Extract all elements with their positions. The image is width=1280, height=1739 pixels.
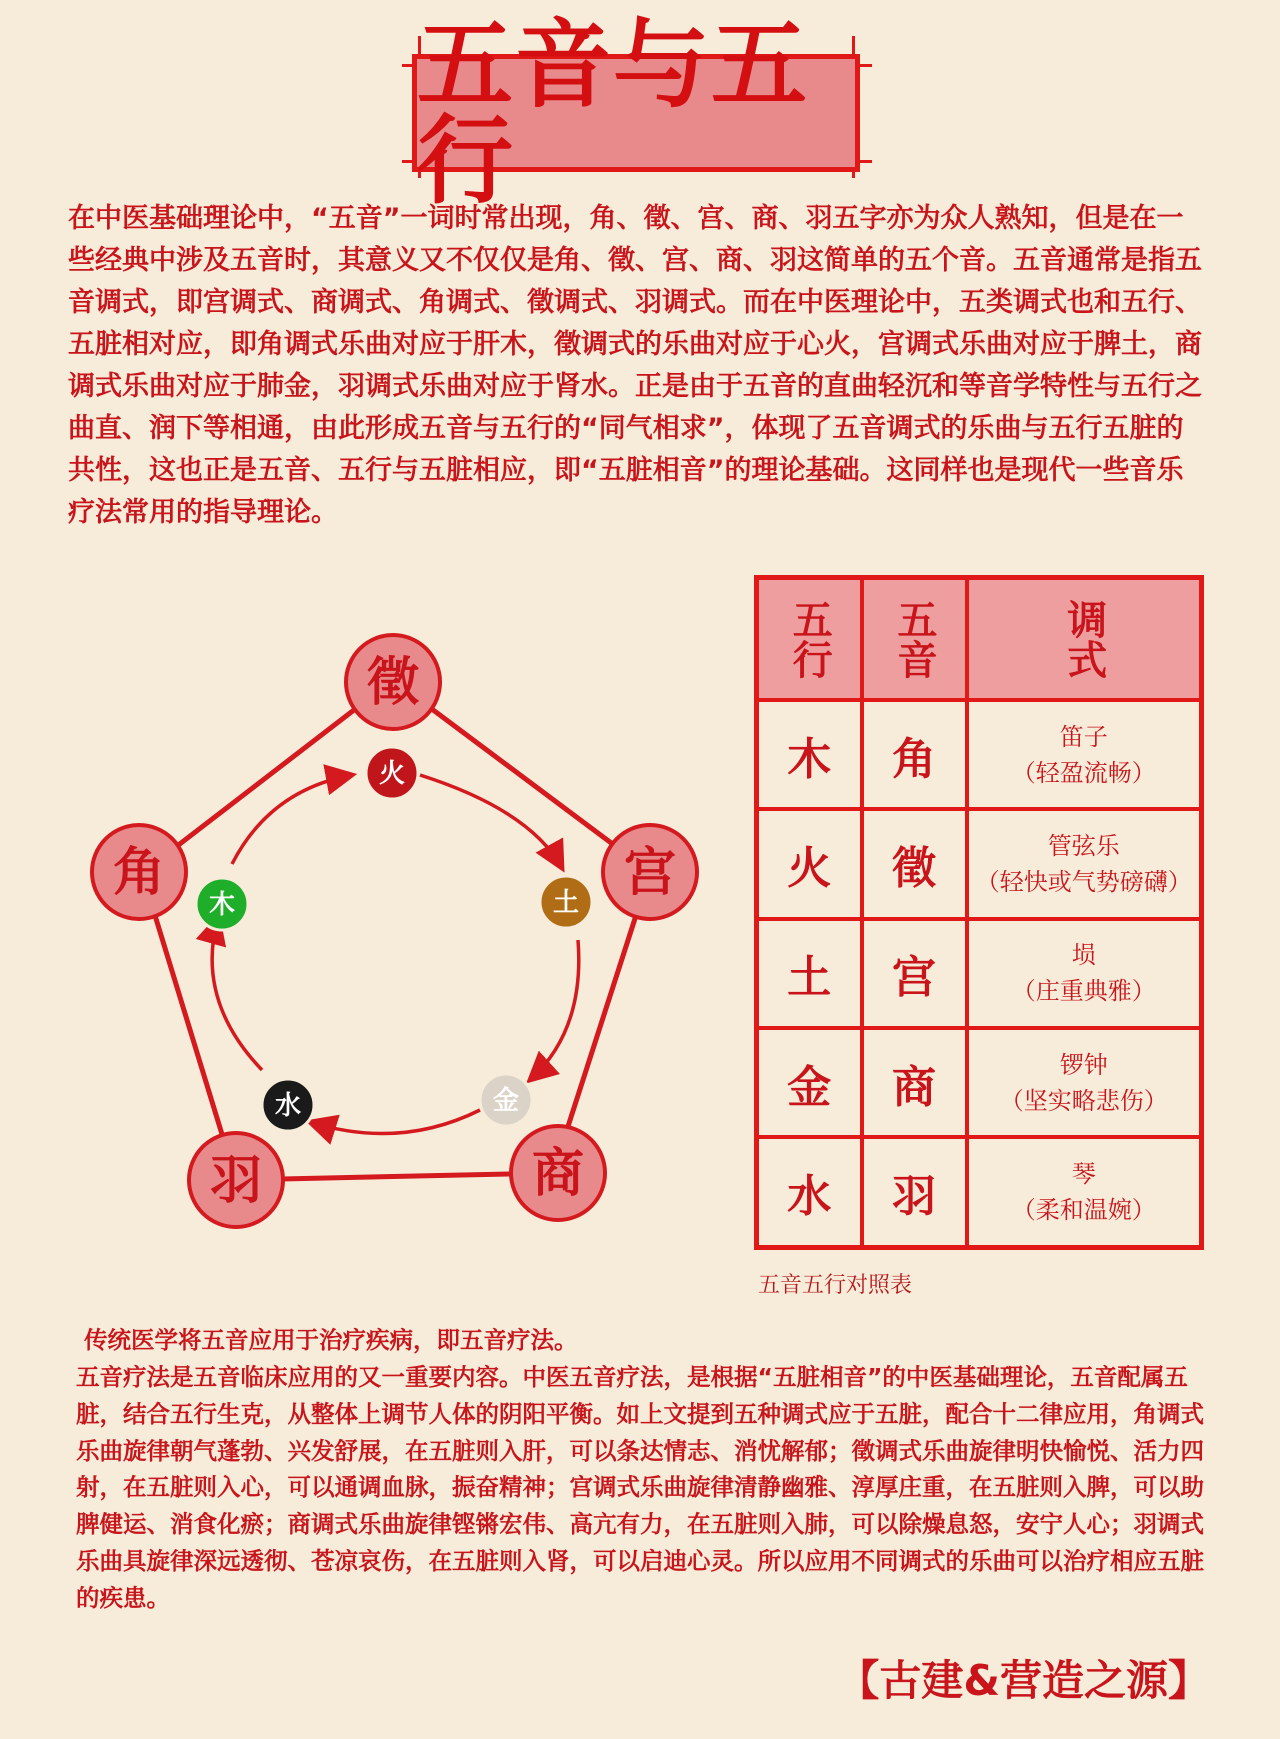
element-earth-label: 土 bbox=[552, 888, 580, 918]
tone-zhi bbox=[346, 635, 440, 729]
table-row bbox=[757, 919, 1202, 1028]
element-wood-label: 木 bbox=[208, 890, 236, 920]
arrow-water-to-wood bbox=[212, 918, 262, 1070]
element-water bbox=[262, 1079, 314, 1131]
tone-zhi-label: 徵 bbox=[366, 653, 420, 713]
page-title: 五音与五行 bbox=[417, 9, 809, 217]
mode-quality: （轻快或气势磅礴） bbox=[975, 868, 1192, 897]
mode-quality: （庄重典雅） bbox=[1011, 977, 1156, 1006]
cell-element: 土 bbox=[757, 919, 862, 1028]
header-tone: 五音 bbox=[862, 578, 967, 701]
cell-mode bbox=[967, 1137, 1202, 1247]
mode-instrument: 笛子 bbox=[1059, 722, 1108, 751]
element-water-label: 水 bbox=[274, 1091, 302, 1121]
intro-paragraph: 在中医基础理论中，“五音”一词时常出现，角、徵、宫、商、羽五字亦为众人熟知，但是在一些经典中涉及五音时，其意义又不仅仅是角、徵、宫、商、羽这简单的五个音。五音通常是指五音调式，即宫调式、商调式、角调式、徵调式、羽调式。而在中医理论中，五类调式也和五行、五脏相对应，即角调式乐曲对应于肝木，徵调式的乐曲对应于心火，宫调式乐曲对应于脾土，商调式乐曲对应于肺金，羽调式乐曲对应于肾水。正是由于五音的直曲轻沉和等音学特性与五行之曲直、润下等相通，由此形成五音与五行的“同气相求”，体现了五音调式的乐曲与五行五脏的共性，这也正是五音、五行与五脏相应，即“五脏相音”的理论基础。这同样也是现代一些音乐疗法常用的指导理论。 bbox=[68, 203, 1202, 528]
mode-quality: （坚实略悲伤） bbox=[999, 1086, 1168, 1115]
element-earth bbox=[540, 876, 592, 928]
five-tones-diagram bbox=[0, 600, 740, 1240]
cell-mode bbox=[967, 919, 1202, 1028]
cell-tone: 角 bbox=[862, 700, 967, 809]
tone-jiao bbox=[92, 825, 186, 919]
header-element: 五行 bbox=[757, 578, 862, 701]
cell-tone: 商 bbox=[862, 1028, 967, 1137]
element-wood bbox=[196, 878, 248, 930]
element-fire-label: 火 bbox=[378, 759, 406, 789]
tone-yu-label: 羽 bbox=[209, 1151, 263, 1211]
element-metal-label: 金 bbox=[492, 1086, 520, 1116]
tone-shang-label: 商 bbox=[531, 1144, 585, 1204]
table-row bbox=[757, 809, 1202, 918]
cell-mode bbox=[967, 700, 1202, 809]
element-fire bbox=[366, 747, 418, 799]
table-row bbox=[757, 1137, 1202, 1247]
footer-source: 【古建&营造之源】 bbox=[837, 1656, 1210, 1705]
cell-element: 水 bbox=[757, 1137, 862, 1247]
tone-jiao-label: 角 bbox=[112, 843, 166, 903]
cell-tone: 羽 bbox=[862, 1137, 967, 1247]
mode-instrument: 锣钟 bbox=[1059, 1050, 1108, 1079]
tone-shang bbox=[511, 1126, 605, 1220]
title-box bbox=[412, 9, 860, 217]
table-row bbox=[757, 1028, 1202, 1137]
header-mode: 调式 bbox=[967, 578, 1202, 701]
tone-yu bbox=[189, 1133, 283, 1227]
arrow-metal-to-water bbox=[310, 1110, 480, 1134]
table-header-row bbox=[757, 578, 1202, 701]
cell-element: 金 bbox=[757, 1028, 862, 1137]
cell-mode bbox=[967, 1028, 1202, 1137]
cell-mode bbox=[967, 809, 1202, 918]
cell-element: 木 bbox=[757, 700, 862, 809]
element-metal bbox=[480, 1074, 532, 1126]
arrow-earth-to-metal bbox=[530, 940, 579, 1080]
mode-quality: （柔和温婉） bbox=[1011, 1196, 1156, 1225]
table-row bbox=[757, 700, 1202, 809]
mode-instrument: 埙 bbox=[1071, 941, 1096, 970]
therapy-lead: 传统医学将五音应用于治疗疾病，即五音疗法。 bbox=[84, 1326, 578, 1354]
tone-gong-label: 宫 bbox=[623, 843, 677, 903]
cell-tone: 宫 bbox=[862, 919, 967, 1028]
therapy-paragraph: 五音疗法是五音临床应用的又一重要内容。中医五音疗法，是根据“五脏相音”的中医基础理论，五音配属五脏，结合五行生克，从整体上调节人体的阴阳平衡。如上文提到五种调式应于五脏，配合十二律应用，角调式乐曲旋律朝气蓬勃、兴发舒展，在五脏则入肝，可以条达情志、消忧解郁；徵调式乐曲旋律明快愉悦、活力四射，在五脏则入心，可以通调血脉，振奋精神；宫调式乐曲旋律清静幽雅、淳厚庄重，在五脏则入脾，可以助脾健运、消食化瘀；商调式乐曲旋律铿锵宏伟、高亢有力，在五脏则入肺，可以除燥息怒，安宁人心；羽调式乐曲具旋律深远透彻、苍凉哀伤，在五脏则入肾，可以启迪心灵。所以应用不同调式的乐曲可以治疗相应五脏的疾患。 bbox=[76, 1363, 1204, 1612]
tone-gong bbox=[603, 825, 697, 919]
mode-instrument: 管弦乐 bbox=[1047, 832, 1120, 861]
mode-instrument: 琴 bbox=[1071, 1160, 1096, 1189]
cell-element: 火 bbox=[757, 809, 862, 918]
correspondence-table bbox=[754, 575, 1204, 1250]
cell-tone: 徵 bbox=[862, 809, 967, 918]
table-caption: 五音五行对照表 bbox=[758, 1273, 913, 1298]
mode-quality: （轻盈流畅） bbox=[1011, 758, 1156, 787]
